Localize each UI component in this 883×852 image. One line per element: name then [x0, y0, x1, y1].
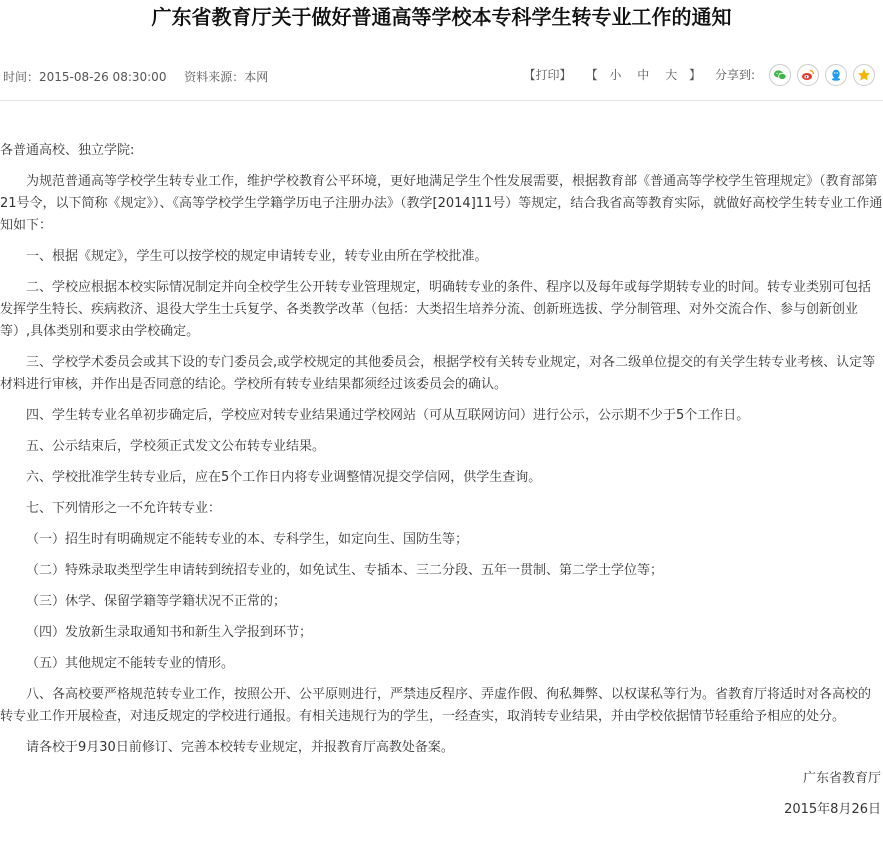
paragraph: 四、学生转专业名单初步确定后，学校应对转专业结果通过学校网站（可从互联网访问）进行公示，公示期不少于5个工作日。 [26, 408, 750, 423]
print-link[interactable]: 【打印】 [523, 68, 572, 82]
article-body [0, 140, 883, 830]
paragraph: 为规范普通高等学校学生转专业工作，维护学校教育公平环境，更好地满足学生个性发展需要，根据教育部《普通高等学校学生管理规定》（教育部第21号令，以下简称《规定》）、《高等学校学生学籍学历电子注册办法》（教学[2014]11号）等规定，结合我省高等教育实际，就做好高校学生转专业工作通知如下： [0, 174, 883, 233]
qq-icon [829, 68, 843, 82]
share-qq-button[interactable] [825, 64, 847, 86]
paragraph: 请各校于9月30日前修订、完善本校转专业规定，并报教育厅高教处备案。 [26, 740, 454, 755]
paragraph: 六、学校批准学生转专业后，应在5个工作日内将专业调整情况提交学信网，供学生查询。 [26, 470, 542, 485]
signature: 广东省教育厅 [802, 771, 881, 786]
page-title: 广东省教育厅关于做好普通高等学校本专科学生转专业工作的通知 [151, 5, 732, 29]
qzone-icon [857, 68, 871, 82]
document-date: 2015年8月26日 [784, 802, 881, 817]
font-size-small[interactable]: 小 [609, 68, 622, 82]
font-size-large[interactable]: 大 [665, 68, 678, 82]
share-qzone-button[interactable] [853, 64, 875, 86]
share-label: 分享到: [714, 68, 755, 82]
paragraph: 五、公示结束后，学校须正式发文公布转专业结果。 [26, 439, 326, 454]
greeting: 各普通高校、独立学院: [0, 143, 135, 158]
paragraph: （五）其他规定不能转专业的情形。 [26, 656, 235, 671]
size-bracket-open: 【 [585, 68, 598, 82]
paragraph: 八、各高校要严格规范转专业工作，按照公开、公平原则进行，严禁违反程序、弄虚作假、徇私舞弊、以权谋私等行为。省教育厅将适时对各高校的转专业工作开展检查，对违反规定的学校进行通报。有相关违规行为的学生，一经查实，取消转专业结果，并由学校依据情节轻重给予相应的处分。 [0, 687, 872, 724]
divider [0, 100, 883, 101]
weibo-icon [801, 68, 815, 82]
font-size-medium[interactable]: 中 [637, 68, 650, 82]
paragraph: （三）休学、保留学籍等学籍状况不正常的； [26, 594, 287, 609]
article-tools [524, 64, 875, 86]
paragraph: 一、根据《规定》，学生可以按学校的规定申请转专业，转专业由所在学校批准。 [26, 249, 488, 264]
paragraph: （二）特殊录取类型学生申请转到统招专业的，如免试生、专插本、三二分段、五年一贯制、第二学士学位等； [26, 563, 664, 578]
article-meta [0, 64, 883, 88]
font-size-switcher [586, 64, 701, 86]
paragraph: （一）招生时有明确规定不能转专业的本、专科学生，如定向生、国防生等； [26, 532, 469, 547]
size-bracket-close: 】 [688, 68, 701, 82]
share-weibo-button[interactable] [797, 64, 819, 86]
publish-time: 时间：2015-08-26 08:30:00 [3, 70, 167, 84]
article-source: 资料来源：本网 [184, 70, 269, 84]
wechat-icon [773, 68, 787, 82]
paragraph: 三、学校学术委员会或其下设的专门委员会,或学校规定的其他委员会，根据学校有关转专业规定，对各二级单位提交的有关学生转专业考核、认定等材料进行审核，并作出是否同意的结论。学校所有转专业结果都须经过该委员会的确认。 [0, 355, 876, 392]
share-wechat-button[interactable] [769, 64, 791, 86]
meta-info [3, 68, 282, 85]
paragraph: 二、学校应根据本校实际情况制定并向全校学生公开转专业管理规定，明确转专业的条件、程序以及每年或每学期转专业的时间。转专业类别可包括发挥学生特长、疾病救济、退役大学生士兵复学、各类教学改革（包括：大类招生培养分流、创新班选拔、学分制管理、对外交流合作、参与创新创业等）,具体类别和要求由学校确定。 [0, 280, 872, 339]
paragraph: （四）发放新生录取通知书和新生入学报到环节； [26, 625, 313, 640]
paragraph: 七、下列情形之一不允许转专业： [26, 501, 222, 516]
